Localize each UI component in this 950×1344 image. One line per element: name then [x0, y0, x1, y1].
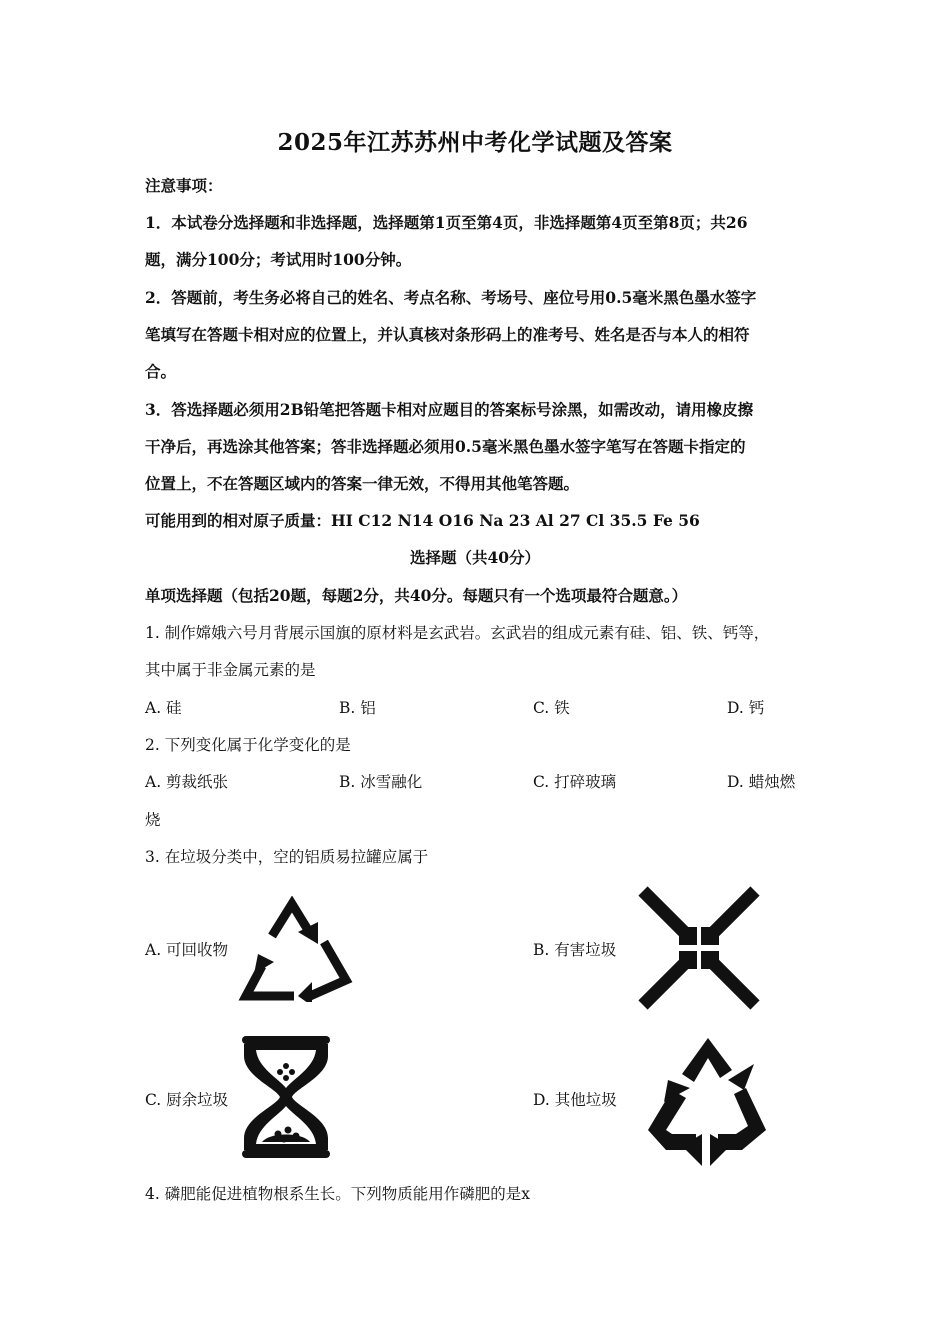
- q1-option-c: C. 铁: [533, 699, 570, 717]
- notice-item-2-line-3: 合。: [145, 362, 177, 381]
- notice-item-3-line-3: 位置上，不在答题区域内的答案一律无效，不得用其他笔答题。: [145, 474, 580, 493]
- section-instruction: 单项选择题（包括20题，每题2分，共40分。每题只有一个选项最符合题意。）: [145, 586, 688, 605]
- section-title: 选择题（共40分）: [409, 548, 541, 567]
- q3-option-c: C. 厨余垃圾: [145, 1091, 229, 1109]
- notice-item-3-line-1: 3．答选择题必须用2B铅笔把答题卡相对应题目的答案标号涂黑，如需改动，请用橡皮擦: [145, 400, 754, 419]
- hourglass-icon: [240, 1036, 332, 1158]
- notice-item-1-line-1: 1．本试卷分选择题和非选择题，选择题第1页至第4页，非选择题第4页至第8页；共26: [145, 213, 748, 232]
- other-waste-icon: [642, 1034, 770, 1170]
- q2-option-a: A. 剪裁纸张: [145, 773, 229, 791]
- q4-stem: 4. 磷肥能促进植物根系生长。下列物质能用作磷肥的是x: [145, 1185, 530, 1203]
- hazard-arrows-icon: [635, 883, 763, 1013]
- notice-item-3-line-2: 干净后，再选涂其他答案；答非选择题必须用0.5毫米黑色墨水签字笔写在答题卡指定的: [145, 437, 746, 456]
- q2-option-d: D. 蜡烛燃: [727, 773, 796, 791]
- recycle-icon: [236, 896, 354, 1002]
- q3-stem: 3. 在垃圾分类中，空的铝质易拉罐应属于: [145, 848, 429, 866]
- notice-item-1-line-2: 题，满分100分；考试用时100分钟。: [145, 250, 412, 269]
- q1-option-d: D. 钙: [727, 699, 765, 717]
- page-title: 2025年江苏苏州中考化学试题及答案: [277, 129, 673, 156]
- q1-stem-line-2: 其中属于非金属元素的是: [145, 661, 316, 679]
- q3-option-b: B. 有害垃圾: [533, 941, 617, 959]
- q2-option-c: C. 打碎玻璃: [533, 773, 617, 791]
- q2-option-b: B. 冰雪融化: [339, 773, 423, 791]
- notice-item-2-line-2: 笔填写在答题卡相对应的位置上，并认真核对条形码上的准考号、姓名是否与本人的相符: [145, 325, 750, 344]
- q3-option-a: A. 可回收物: [145, 941, 229, 959]
- notice-heading: 注意事项：: [145, 176, 223, 195]
- q3-option-d: D. 其他垃圾: [533, 1091, 617, 1109]
- q1-option-a: A. 硅: [145, 699, 182, 717]
- notice-item-2-line-1: 2．答题前，考生务必将自己的姓名、考点名称、考场号、座位号用0.5毫米黑色墨水签字: [145, 288, 757, 307]
- atomic-masses: 可能用到的相对原子质量：HI C12 N14 O16 Na 23 Al 27 Cl 35.5 Fe 56: [145, 511, 700, 530]
- q1-stem-line-1: 1. 制作嫦娥六号月背展示国旗的原材料是玄武岩。玄武岩的组成元素有硅、铝、铁、钙等，: [145, 624, 770, 642]
- q2-option-d-wrap: 烧: [145, 811, 161, 829]
- q1-option-b: B. 铝: [339, 699, 376, 717]
- q2-stem: 2. 下列变化属于化学变化的是: [145, 736, 351, 754]
